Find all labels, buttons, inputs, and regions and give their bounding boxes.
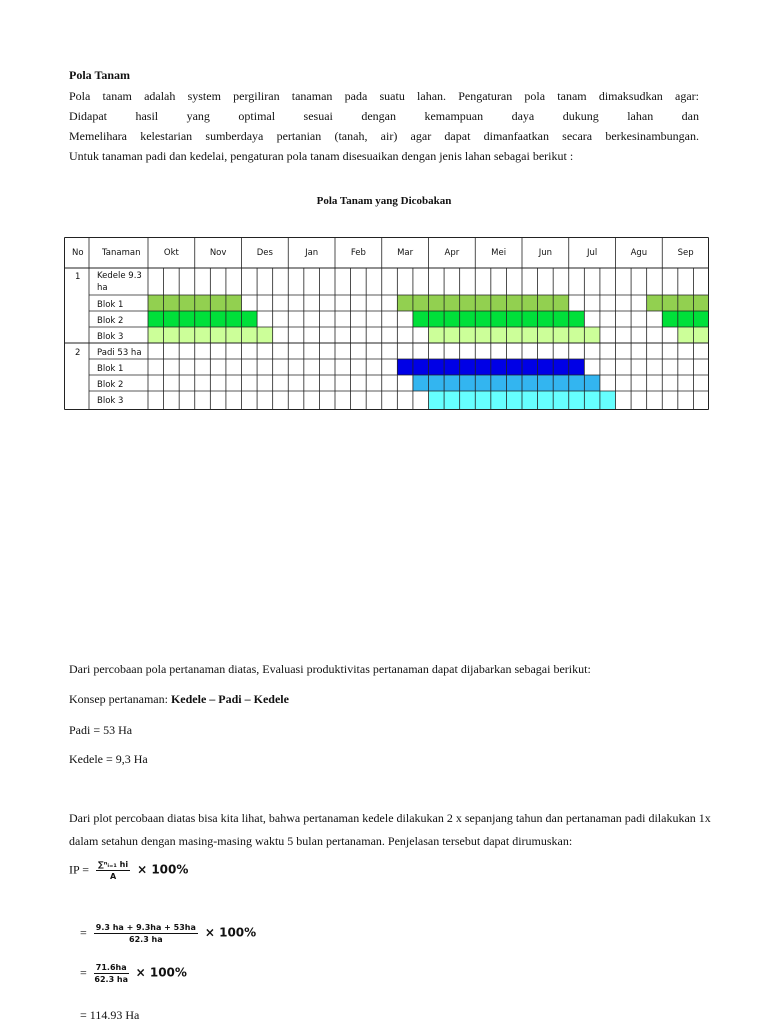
group-2-block-2-label: Blok 2 [97, 380, 124, 390]
schedule-cell-g2-b3-w23 [491, 391, 507, 409]
schedule-cell-g2-b1-w18 [413, 359, 429, 375]
schedule-cell-g1-b3-w29 [584, 327, 600, 343]
group-1-block-3-label: Blok 3 [97, 332, 124, 342]
table-grid-lines [64, 237, 709, 410]
schedule-cell-g1-b3-w2 [164, 327, 180, 343]
schedule-cell-g1-b2-w19 [429, 311, 445, 327]
schedule-cell-g1-b1-w2 [164, 295, 180, 311]
schedule-cell-g2-b2-w22 [475, 375, 491, 391]
schedule-cell-g1-b3-w24 [506, 327, 522, 343]
schedule-cell-g2-b1-w19 [429, 359, 445, 375]
schedule-cell-g1-b1-w4 [195, 295, 211, 311]
schedule-cell-g2-b3-w22 [475, 391, 491, 409]
group-1-name-line-1: Kedele 9.3 [97, 271, 142, 281]
schedule-cell-g1-b1-w21 [460, 295, 476, 311]
schedule-cell-g2-b1-w24 [506, 359, 522, 375]
schedule-cell-g1-b3-w28 [569, 327, 585, 343]
schedule-cell-g2-b1-w17 [397, 359, 413, 375]
ip-substitution [80, 923, 256, 944]
schedule-cell-g2-b3-w24 [506, 391, 522, 409]
schedule-cell-g2-b2-w27 [553, 375, 569, 391]
section-heading: Pola Tanam [69, 68, 131, 82]
ip-times-100: × 100% [137, 862, 189, 877]
plot-line-2: dalam setahun dengan masing-masing waktu 5 bulan pertanaman. Penjelasan tersebut dapat dirumuskan: [69, 834, 573, 848]
schedule-cell-g1-b2-w23 [491, 311, 507, 327]
schedule-cell-g1-b1-w18 [413, 295, 429, 311]
schedule-cell-g2-b1-w21 [460, 359, 476, 375]
schedule-cell-g1-b3-w20 [444, 327, 460, 343]
intro-line-3: Memelihara kelestarian sumberdaya pertanian (tanah, air) agar dapat dimanfaatkan secara berkesinambungan. [69, 129, 699, 143]
schedule-cell-g1-b2-w27 [553, 311, 569, 327]
group-2-block-3-label: Blok 3 [97, 396, 124, 406]
schedule-cell-g1-b2-w26 [538, 311, 554, 327]
substitution-denominator: 62.3 ha [129, 935, 163, 944]
schedule-cell-g1-b3-w35 [678, 327, 694, 343]
schedule-cell-g2-b2-w25 [522, 375, 538, 391]
schedule-cell-g1-b2-w34 [662, 311, 678, 327]
month-header-okt: Okt [163, 248, 179, 258]
schedule-cell-g1-b1-w35 [678, 295, 694, 311]
schedule-cell-g1-b3-w5 [210, 327, 226, 343]
intro-line-1: Pola tanam adalah system pergiliran tanaman pada suatu lahan. Pengaturan pola tanam dimaksudkan agar: [69, 89, 699, 103]
group-1-name-line-2: ha [97, 283, 108, 293]
schedule-cell-g1-b2-w20 [444, 311, 460, 327]
schedule-cell-g2-b3-w26 [538, 391, 554, 409]
schedule-cell-g2-b3-w20 [444, 391, 460, 409]
schedule-cell-g1-b2-w36 [693, 311, 709, 327]
schedule-cell-g1-b2-w24 [506, 311, 522, 327]
schedule-cell-g1-b3-w27 [553, 327, 569, 343]
substitution-fraction [94, 923, 198, 944]
schedule-cell-g1-b1-w22 [475, 295, 491, 311]
schedule-cell-g2-b2-w20 [444, 375, 460, 391]
schedule-cell-g2-b2-w26 [538, 375, 554, 391]
ip-result: = 114.93 Ha [80, 1008, 140, 1022]
schedule-cell-g1-b3-w26 [538, 327, 554, 343]
schedule-cell-g1-b2-w6 [226, 311, 242, 327]
schedule-cell-g2-b2-w19 [429, 375, 445, 391]
schedule-cell-g2-b2-w21 [460, 375, 476, 391]
schedule-cell-g1-b3-w3 [179, 327, 195, 343]
schedule-cell-g1-b2-w7 [242, 311, 258, 327]
schedule-cell-g1-b1-w3 [179, 295, 195, 311]
schedule-cell-g1-b2-w35 [678, 311, 694, 327]
group-2-block-1-label: Blok 1 [97, 364, 124, 374]
schedule-cell-g2-b1-w20 [444, 359, 460, 375]
planting-schedule-table [64, 237, 709, 410]
schedule-cell-g1-b1-w20 [444, 295, 460, 311]
schedule-cell-g2-b1-w26 [538, 359, 554, 375]
schedule-cell-g1-b2-w4 [195, 311, 211, 327]
sum-numerator: 71.6ha [95, 963, 127, 972]
schedule-cell-g1-b1-w19 [429, 295, 445, 311]
month-header-agu: Agu [630, 248, 648, 258]
month-header-nov: Nov [209, 248, 227, 258]
schedule-cell-g1-b3-w36 [693, 327, 709, 343]
intro-paragraph [69, 86, 699, 166]
schedule-cell-g2-b1-w22 [475, 359, 491, 375]
schedule-cell-g2-b3-w25 [522, 391, 538, 409]
sum-denominator: 62.3 ha [94, 975, 129, 984]
group-1-block-2-label: Blok 2 [97, 316, 124, 326]
intro-line-2: Didapat hasil yang optimal sesuai dengan kemampuan daya dukung lahan dan [69, 109, 699, 123]
schedule-cell-g1-b2-w18 [413, 311, 429, 327]
schedule-cell-g1-b2-w3 [179, 311, 195, 327]
schedule-cell-g1-b3-w7 [242, 327, 258, 343]
schedule-cell-g2-b2-w24 [506, 375, 522, 391]
month-header-apr: Apr [444, 248, 460, 258]
schedule-cell-g1-b3-w8 [257, 327, 273, 343]
month-header-mar: Mar [397, 248, 414, 258]
schedule-cell-g1-b1-w17 [397, 295, 413, 311]
schedule-cell-g2-b1-w27 [553, 359, 569, 375]
ip-formula [69, 860, 188, 881]
schedule-cell-g1-b3-w6 [226, 327, 242, 343]
month-header-mei: Mei [491, 248, 507, 258]
eq-sign-2: = [80, 965, 87, 980]
schedule-cell-g1-b2-w25 [522, 311, 538, 327]
schedule-cell-g2-b1-w23 [491, 359, 507, 375]
padi-area: Padi = 53 Ha [69, 723, 133, 737]
schedule-cell-g2-b1-w28 [569, 359, 585, 375]
schedule-cell-g2-b1-w25 [522, 359, 538, 375]
substitution-times-100: × 100% [204, 925, 257, 940]
schedule-cell-g1-b2-w28 [569, 311, 585, 327]
schedule-cell-g1-b1-w5 [210, 295, 226, 311]
schedule-cell-g1-b1-w25 [522, 295, 538, 311]
schedule-cell-g1-b3-w21 [460, 327, 476, 343]
schedule-cell-g1-b1-w33 [647, 295, 663, 311]
month-header-sep: Sep [677, 248, 694, 258]
sum-fraction [94, 963, 129, 984]
schedule-cell-g2-b3-w29 [584, 391, 600, 409]
schedule-cell-g1-b1-w6 [226, 295, 242, 311]
schedule-cell-g2-b2-w29 [584, 375, 600, 391]
ip-fraction [96, 860, 130, 881]
schedule-cell-g1-b2-w22 [475, 311, 491, 327]
column-header-no: No [72, 248, 84, 258]
ip-denominator: A [109, 872, 117, 881]
month-header-jul: Jul [586, 248, 598, 258]
intro-line-4: Untuk tanaman padi dan kedelai, pengaturan pola tanam disesuaikan dengan jenis lahan sebagai berikut : [69, 149, 574, 163]
schedule-cell-g1-b3-w19 [429, 327, 445, 343]
group-2-number: 2 [75, 348, 81, 358]
schedule-cell-g1-b1-w34 [662, 295, 678, 311]
schedule-cell-g1-b1-w27 [553, 295, 569, 311]
schedule-cell-g1-b1-w26 [538, 295, 554, 311]
schedule-cell-g1-b2-w2 [164, 311, 180, 327]
group-1-block-1-label: Blok 1 [97, 300, 124, 310]
schedule-cell-g1-b3-w22 [475, 327, 491, 343]
schedule-cell-g1-b3-w23 [491, 327, 507, 343]
concept-label: Konsep pertanaman: [69, 692, 171, 706]
schedule-cell-g2-b3-w30 [600, 391, 616, 409]
schedule-cell-g1-b1-w24 [506, 295, 522, 311]
table-title: Pola Tanam yang Dicobakan [316, 195, 452, 207]
schedule-cell-g1-b3-w25 [522, 327, 538, 343]
ip-label: IP = [69, 862, 89, 877]
schedule-cell-g1-b2-w5 [210, 311, 226, 327]
group-2-name-line-1: Padi 53 ha [97, 348, 142, 358]
concept-line [69, 692, 289, 707]
month-header-jun: Jun [538, 248, 553, 258]
schedule-cell-g2-b2-w28 [569, 375, 585, 391]
eq-sign-1: = [80, 925, 87, 940]
ip-numerator: ∑ⁿᵢ₌₁ hi [98, 860, 129, 869]
schedule-cell-g2-b3-w28 [569, 391, 585, 409]
month-header-des: Des [256, 248, 273, 258]
sum-times-100: × 100% [135, 965, 187, 980]
ip-sum [80, 963, 187, 984]
schedule-cell-g2-b2-w23 [491, 375, 507, 391]
schedule-cell-g1-b3-w1 [148, 327, 164, 343]
schedule-cell-g2-b3-w19 [429, 391, 445, 409]
schedule-cell-g2-b2-w18 [413, 375, 429, 391]
schedule-cell-g1-b1-w23 [491, 295, 507, 311]
schedule-cell-g1-b2-w21 [460, 311, 476, 327]
schedule-cell-g2-b3-w27 [553, 391, 569, 409]
schedule-cell-g1-b1-w1 [148, 295, 164, 311]
substitution-numerator: 9.3 ha + 9.3ha + 53ha [95, 923, 196, 932]
schedule-cell-g1-b3-w4 [195, 327, 211, 343]
evaluation-intro: Dari percobaan pola pertanaman diatas, Evaluasi produktivitas pertanaman dapat dijabarkan sebagai berikut: [69, 662, 591, 676]
column-header-tanaman: Tanaman [102, 248, 141, 258]
kedele-area: Kedele = 9,3 Ha [69, 752, 148, 766]
plot-line-1: Dari plot percobaan diatas bisa kita lihat, bahwa pertanaman kedele dilakukan 2 x sepanjang tahun dan pertanaman padi dilakukan 1x [69, 811, 711, 825]
schedule-cell-g1-b1-w36 [693, 295, 709, 311]
schedule-cell-g1-b2-w1 [148, 311, 164, 327]
schedule-cell-g2-b3-w21 [460, 391, 476, 409]
group-1-number: 1 [75, 272, 81, 282]
concept-value: Kedele – Padi – Kedele [170, 692, 289, 706]
month-header-feb: Feb [350, 248, 366, 258]
month-header-jan: Jan [305, 248, 319, 258]
